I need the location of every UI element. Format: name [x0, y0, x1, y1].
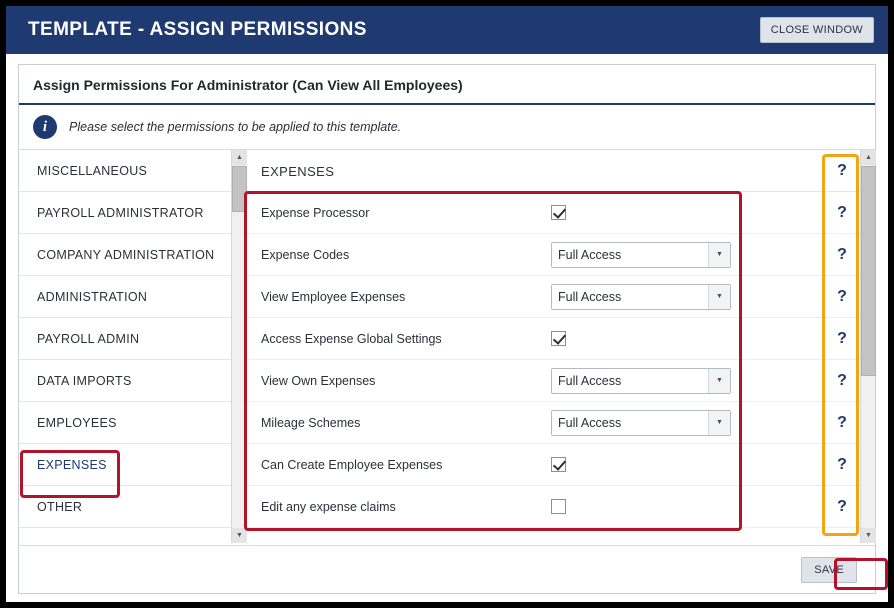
permissions-scrollbar-thumb[interactable]: [861, 166, 876, 376]
category-item-label: OTHER: [37, 499, 83, 514]
category-item-label: MISCELLANEOUS: [37, 163, 148, 178]
permission-row: [247, 318, 875, 360]
category-item[interactable]: [19, 444, 247, 486]
help-question-icon[interactable]: ?: [837, 162, 847, 179]
permission-label: Expense Processor: [261, 205, 370, 220]
help-question-icon[interactable]: ?: [837, 498, 847, 515]
permissions-list-container: [247, 150, 875, 543]
permission-row: [247, 402, 875, 444]
category-item-label: PAYROLL ADMINISTRATOR: [37, 205, 204, 220]
perm-scroll-down-arrow-icon[interactable]: ▼: [861, 528, 876, 543]
category-item[interactable]: [19, 150, 247, 192]
category-item[interactable]: [19, 234, 247, 276]
permission-label: View Own Expenses: [261, 373, 376, 388]
category-item-label: EMPLOYEES: [37, 415, 117, 430]
permission-dropdown-wrapper: [551, 368, 731, 394]
window-title: TEMPLATE - ASSIGN PERMISSIONS: [28, 19, 367, 40]
permission-control: [551, 410, 741, 436]
category-item[interactable]: [19, 192, 247, 234]
category-item[interactable]: [19, 360, 247, 402]
permission-label: Mileage Schemes: [261, 415, 361, 430]
permission-control: [551, 330, 741, 348]
permission-checkbox[interactable]: [551, 205, 566, 220]
category-item-label: EXPENSES: [37, 457, 107, 472]
permission-row: [247, 192, 875, 234]
scroll-down-arrow-icon[interactable]: ▼: [232, 528, 247, 543]
permission-row: [247, 444, 875, 486]
permission-control: [551, 204, 741, 222]
category-item-label: PAYROLL ADMIN: [37, 331, 140, 346]
content-area: [19, 150, 875, 543]
category-item-label: ADMINISTRATION: [37, 289, 148, 304]
permission-dropdown[interactable]: [551, 284, 731, 310]
permission-control: [551, 242, 741, 268]
perm-scroll-up-arrow-icon[interactable]: ▲: [861, 150, 876, 165]
permission-label: View Employee Expenses: [261, 289, 406, 304]
help-question-icon[interactable]: ?: [837, 246, 847, 263]
category-scrollbar[interactable]: [231, 150, 246, 543]
permission-rows: [247, 192, 875, 528]
permission-checkbox[interactable]: [551, 331, 566, 346]
info-icon: i: [33, 115, 57, 139]
permissions-section-title: EXPENSES: [247, 150, 875, 192]
save-button[interactable]: SAVE: [801, 557, 857, 583]
permission-label: Can Create Employee Expenses: [261, 457, 443, 472]
help-question-icon[interactable]: ?: [837, 414, 847, 431]
info-message: Please select the permissions to be applied to this template.: [69, 120, 402, 134]
permission-dropdown-wrapper: [551, 284, 731, 310]
panel-footer: [19, 545, 875, 593]
help-question-icon[interactable]: ?: [837, 288, 847, 305]
info-bar: [19, 105, 875, 150]
help-question-icon[interactable]: ?: [837, 372, 847, 389]
permission-label: Expense Codes: [261, 247, 350, 262]
window-titlebar: [6, 6, 888, 54]
permission-checkbox[interactable]: [551, 457, 566, 472]
category-list-container: [19, 150, 247, 543]
help-question-icon[interactable]: ?: [837, 456, 847, 473]
permission-control: [551, 284, 741, 310]
category-item[interactable]: [19, 276, 247, 318]
permission-checkbox[interactable]: [551, 499, 566, 514]
help-question-icon[interactable]: ?: [837, 330, 847, 347]
category-item-label: DATA IMPORTS: [37, 373, 132, 388]
permission-control: [551, 498, 741, 516]
chevron-down-icon: ▼: [708, 369, 730, 393]
help-question-icon[interactable]: ?: [837, 204, 847, 221]
permission-dropdown-wrapper: [551, 242, 731, 268]
close-window-button[interactable]: CLOSE WINDOW: [760, 17, 874, 43]
category-item-label: COMPANY ADMINISTRATION: [37, 247, 215, 262]
category-scrollbar-thumb[interactable]: [232, 166, 247, 212]
help-icon-column: [827, 150, 857, 528]
permission-control: [551, 368, 741, 394]
scroll-up-arrow-icon[interactable]: ▲: [232, 150, 247, 165]
panel-header-title: Assign Permissions For Administrator (Can View All Employees): [19, 65, 875, 105]
permissions-scrollbar[interactable]: [860, 150, 875, 543]
permissions-panel: [18, 64, 876, 594]
chevron-down-icon: ▼: [708, 243, 730, 267]
chevron-down-icon: ▼: [708, 411, 730, 435]
permission-label: Access Expense Global Settings: [261, 331, 442, 346]
chevron-down-icon: ▼: [708, 285, 730, 309]
category-item[interactable]: [19, 486, 247, 528]
category-list: [19, 150, 247, 543]
category-item[interactable]: [19, 318, 247, 360]
permission-dropdown[interactable]: [551, 242, 731, 268]
category-item[interactable]: [19, 402, 247, 444]
permission-control: [551, 456, 741, 474]
permission-row: [247, 486, 875, 528]
permission-row: [247, 360, 875, 402]
permission-dropdown[interactable]: [551, 368, 731, 394]
permission-row: [247, 276, 875, 318]
permission-row: [247, 234, 875, 276]
permission-dropdown[interactable]: [551, 410, 731, 436]
permission-dropdown-wrapper: [551, 410, 731, 436]
permission-label: Edit any expense claims: [261, 499, 396, 514]
